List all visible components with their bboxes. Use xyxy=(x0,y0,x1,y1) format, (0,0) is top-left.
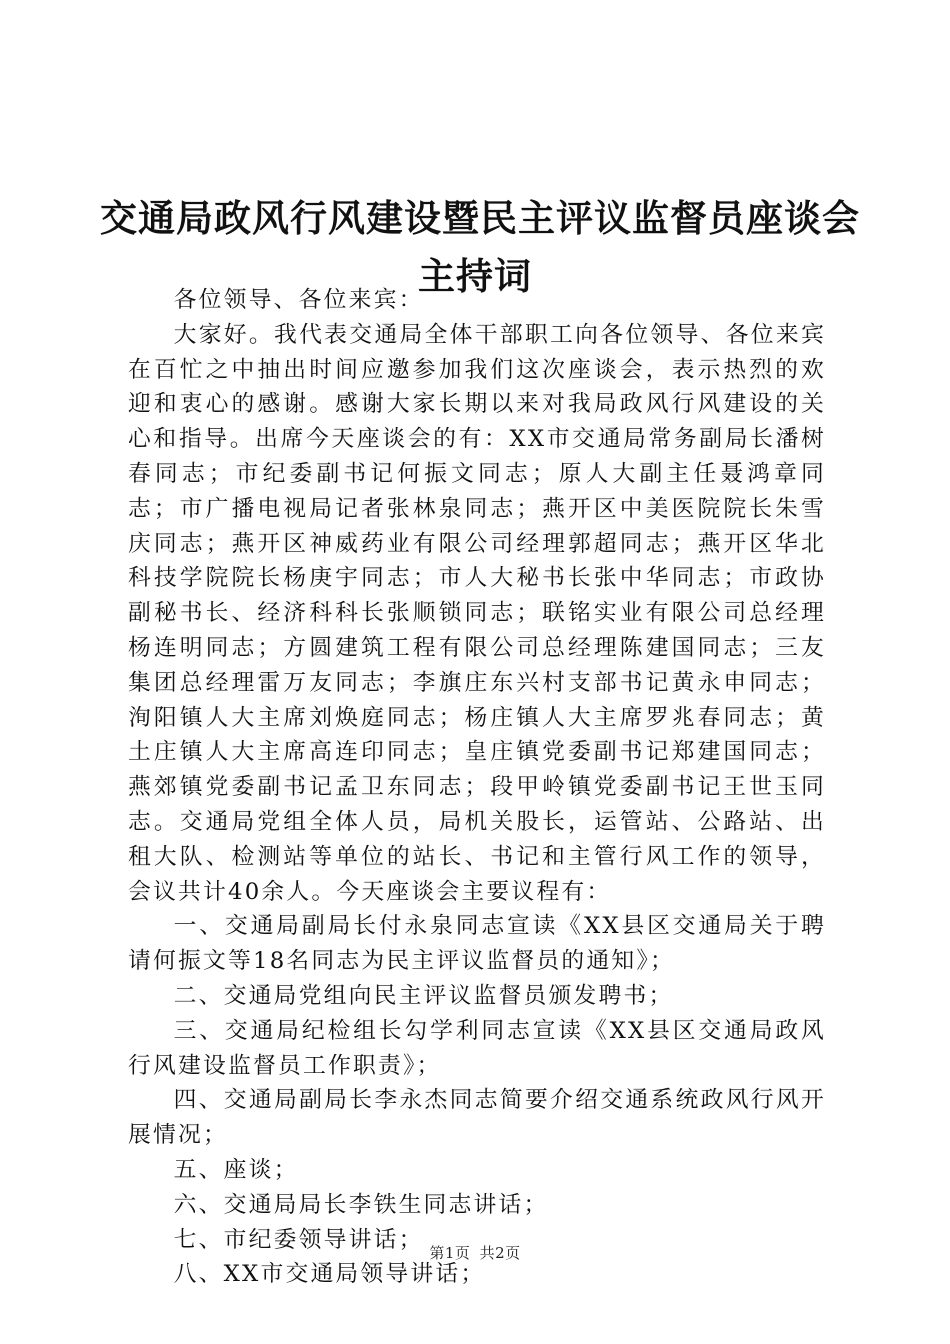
agenda-item-5: 五、座谈； xyxy=(173,1156,299,1183)
agenda-item-3: 三、交通局纪检组长勾学利同志宣读《XX县区交通局政风行风建设监督员工作职责》； xyxy=(128,1017,826,1079)
agenda-item-1: 一、交通局副局长付永泉同志宣读《XX县区交通局关于聘请何振文等18名同志为民主评议监督员的通知》； xyxy=(128,913,826,975)
agenda-item-4: 四、交通局副局长李永杰同志简要介绍交通系统政风行风开展情况； xyxy=(128,1087,826,1149)
page-number-current: 第1页 xyxy=(429,1244,471,1262)
opening-paragraph: 大家好。我代表交通局全体干部职工向各位领导、各位来宾在百忙之中抽出时间应邀参加我们这次座谈会，表示热烈的欢迎和衷心的感谢。感谢大家长期以来对我局政风行风建设的关心和指导。出席今天座谈会的有：XX市交通局常务副局长潘树春同志；市纪委副书记何振文同志；原人大副主任聂鸿章同志；市广播电视局记者张林泉同志；燕开区中美医院院长朱雪庆同志；燕开区神威药业有限公司经理郭超同志；燕开区华北科技学院院长杨庚宇同志；市人大秘书长张中华同志；市政协副秘书长、经济科科长张顺锁同志；联铭实业有限公司总经理杨连明同志；方圆建筑工程有限公司总经理陈建国同志；三友集团总经理雷万友同志；李旗庄东兴村支部书记黄永申同志；洵阳镇人大主席刘焕庭同志；杨庄镇人大主席罗兆春同志；黄土庄镇人大主席高连印同志；皇庄镇党委副书记郑建国同志；燕郊镇党委副书记孟卫东同志；段甲岭镇党委副书记王世玉同志。交通局党组全体人员，局机关股长，运管站、公路站、出租大队、检测站等单位的站长、书记和主管行风工作的领导，会议共计40余人。今天座谈会主要议程有： xyxy=(128,321,826,905)
document-title-line-1: 交通局政风行风建设暨民主评议监督员座谈会 xyxy=(100,197,860,240)
document-title-line-2: 主持词 xyxy=(418,255,532,298)
page-number-total: 共2页 xyxy=(479,1244,521,1262)
salutation-paragraph: 各位领导、各位来宾： xyxy=(173,287,424,313)
agenda-item-2: 二、交通局党组向民主评议监督员颁发聘书； xyxy=(173,982,674,1009)
agenda-item-6: 六、交通局局长李铁生同志讲话； xyxy=(173,1191,549,1218)
agenda-item-8: 八、XX市交通局领导讲话； xyxy=(173,1261,486,1288)
page-footer xyxy=(0,1242,950,1263)
agenda-item-7: 七、市纪委领导讲话； xyxy=(173,1226,424,1253)
document-body xyxy=(128,283,826,1292)
